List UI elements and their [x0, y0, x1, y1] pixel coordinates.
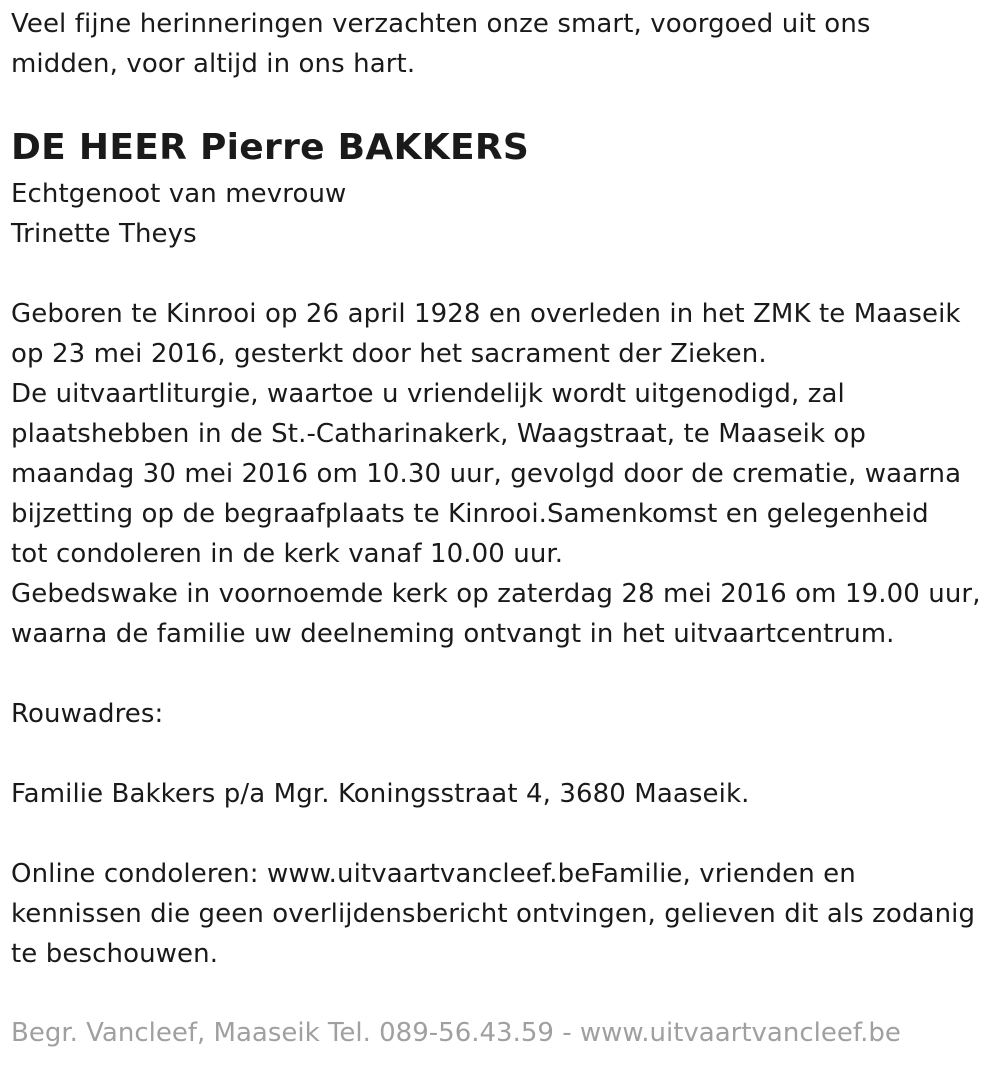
- online-condolences-paragraph: [11, 854, 991, 974]
- obituary-document: [11, 4, 991, 974]
- online-line: kennissen die geen overlijdensbericht ontvingen, gelieven dit als zodanig: [11, 899, 976, 929]
- details-paragraph: [11, 294, 991, 654]
- intro-quote: [11, 4, 991, 84]
- intro-line-1: Veel fijne herinneringen verzachten onze smart, voorgoed uit ons: [11, 9, 871, 39]
- details-line: Geboren te Kinrooi op 26 april 1928 en overleden in het ZMK te Maaseik: [11, 299, 961, 329]
- online-line: te beschouwen.: [11, 939, 219, 969]
- details-line: bijzetting op de begraafplaats te Kinrooi.Samenkomst en gelegenheid: [11, 499, 929, 529]
- address-label: Rouwadres:: [11, 699, 164, 729]
- address-value: Familie Bakkers p/a Mgr. Koningsstraat 4, 3680 Maaseik.: [11, 779, 750, 809]
- details-line: maandag 30 mei 2016 om 10.30 uur, gevolgd door de crematie, waarna: [11, 459, 962, 489]
- spouse-line-1: Echtgenoot van mevrouw: [11, 179, 347, 209]
- spouse-line-2: Trinette Theys: [11, 219, 197, 249]
- funeral-home-footer: Begr. Vancleef, Maaseik Tel. 089-56.43.59 - www.uitvaartvancleef.be: [11, 1018, 901, 1048]
- details-line: op 23 mei 2016, gesterkt door het sacrament der Zieken.: [11, 339, 767, 369]
- spacer: [11, 254, 991, 294]
- details-line: Gebedswake in voornoemde kerk op zaterdag 28 mei 2016 om 19.00 uur,: [11, 579, 981, 609]
- spacer: [11, 814, 991, 854]
- deceased-name: DE HEER Pierre BAKKERS: [11, 127, 530, 168]
- online-line: Online condoleren: www.uitvaartvancleef.beFamilie, vrienden en: [11, 859, 856, 889]
- details-line: tot condoleren in de kerk vanaf 10.00 uur.: [11, 539, 564, 569]
- details-line: plaatshebben in de St.-Catharinakerk, Waagstraat, te Maaseik op: [11, 419, 867, 449]
- details-line: waarna de familie uw deelneming ontvangt in het uitvaartcentrum.: [11, 619, 895, 649]
- details-line: De uitvaartliturgie, waartoe u vriendelijk wordt uitgenodigd, zal: [11, 379, 845, 409]
- spacer: [11, 654, 991, 694]
- spacer: [11, 734, 991, 774]
- intro-line-2: midden, voor altijd in ons hart.: [11, 49, 416, 79]
